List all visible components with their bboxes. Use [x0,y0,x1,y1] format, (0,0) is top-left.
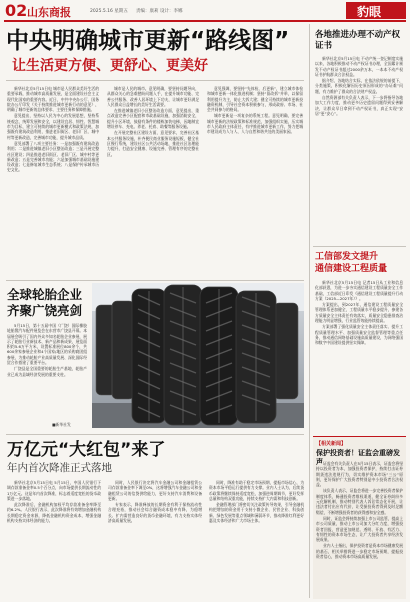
tire-headline-line-2: 齐聚广饶亮剑 [7,303,83,318]
works-headline-line-1: 工信部发文提升 [315,252,379,262]
works-paragraph: 方案部署了强化质量安全主体责任落实、提升工程质量管理水平、加强质量安全监督管理等重点任务，推动通信网络基础设施高质量建设，为网络强国和数字中国建设提供坚实保障。 [315,324,403,346]
column-divider [309,24,310,598]
tire-photo [92,283,304,428]
lead-subtitle: 让生活更方便、更舒心、更美好 [12,58,208,74]
brief-headline: 各地推进办理不动产权证书 [315,30,401,51]
column-name: 豹眼 [357,5,382,19]
issue-date: 2025.5.16 星期五 [90,9,128,14]
column-badge [346,2,406,19]
masthead-rule [4,20,406,22]
redpacket-body-col-2 [108,480,202,598]
related-news-paragraph: 业内人士指出，保护投资者是资本市场健康发展的基石，相关举措将进一步稳定市场预期，提振投资者信心，推动资本市场高质量发展。 [316,543,403,560]
redpacket-paragraph: 金融管理部门将密切关注政策传导效果，引导金融机构把增加的资金用于支持小微企业、民营企业、科技创新、绿色发展等重点领域和薄弱环节，推动降准红利更好惠及实体经济和广大市场主体。 [209,502,304,524]
section-rule [313,246,406,247]
brief-body [315,56,403,241]
lead-headline: 中央明确城市更新“路线图” [6,28,290,54]
tire-credit: ■新华社发 [52,422,71,427]
related-news-headline: 保护投资者！证监会重磅发声 [316,449,400,466]
tire-stack-image [92,283,304,428]
designer-credit: 设计：李娜 [160,9,183,14]
brief-paragraph: 新华社北京5月15日电 不动产统一登记制度实施以来，各地积极推动不动产权证书办理，全国累计颁发不动产权证书超过2000余万本，一本本不动产权证书护航群众合法权益。 [315,56,403,77]
related-news-label: 【相关新闻】 [316,441,347,447]
redpacket-body-col-1 [7,480,101,598]
lead-paragraph: 城市是人民的城市。意见明确，要坚持问题导向，从群众关心的急难愁盼问题入手，在提升城市功能、完善公共服务、改善人居环境上下功夫，让城市更好满足人民群众日益增长的美好生活需要。 [107,86,199,107]
lead-paragraph: 意见提出，坚持以人民为中心的发展思想，坚持系统观念，统筹发展和安全，以建设宜居、韧性、智慧城市为目标，建立可持续的城市更新模式和政策法规，加强既有建筑改造利用，推进老旧街区、老旧厂区、城中村等更新改造，完善城市功能，提升城市品质。 [7,113,99,140]
tire-headline-line-1: 全球轮胎企业 [7,287,83,302]
related-news-paragraph: 证监会有关负责人在5月15日表示，证监会将坚持以投资者为本，加强投资者保护，持续打击证券期货违法违规行为，切实维护资本市场“三公”原则，更好保护广大投资者特别是中小投资者合法权益。 [316,461,403,488]
works-paragraph: 新华社北京5月15日电 记者15日从工业和信息化部获悉，为进一步夯实通信建设工程质量安全工作基础，工信部近日印发《通信建设工程质量提升行动方案（2025—2027年）》。 [315,280,403,301]
redpacket-paragraph: 同时，降准有助于稳定市场预期，提振市场信心，为资本市场平稳运行提供有力支撑。业内人士认为，后续货币政策将继续保持适度宽松，加强逆周期调节，更好发挥总量和结构双重功能，持续支持扩大内需和科技创新。 [209,480,304,501]
brief-paragraph: 据介绍，各地结合实际，在依法依规的前提下，分类施策，积极化解因历史原因形成的“办证难”问题，有力维护了群众的合法财产权益。 [315,78,403,94]
works-headline-line-2: 通信建设工程质量 [315,264,388,274]
lead-paragraph: 新华社北京5月15日电 城市是人民群众美好生活的重要承载，推动城市高质量发展，是全面建设社会主义现代化国家的重要内容。近日，中共中央办公厅、国务院办公厅印发《关于持续推进城市更新行动的意见》，明确了城市更新的总体要求、主要任务和保障措施。 [7,86,99,113]
related-news-body [316,461,403,597]
masthead [0,0,410,22]
tire-paragraph: 广饶县是全国重要的轮胎生产基地，轮胎产业已成为县域经济发展的重要支柱。 [7,366,87,377]
lead-rule [6,80,304,81]
redpacket-paragraph: 同时，人民银行决定将汽车金融公司和金融租赁公司存款准备金率下调至0%，这将增强汽车金融公司和金融租赁公司的信贷供给能力，更好支持汽车消费和设备更新。 [108,480,202,501]
paper-name: 山东商报 [27,6,71,19]
brief-paragraph: 自然资源部有关负责人表示，下一步将指导各地加大工作力度，推动更多历史遗留问题得到妥善解决，让群众早日拿到不动产权证书，真正实现“安居”更“安心”。 [315,95,403,116]
lead-paragraph: 意见强调，要坚持“先体检、后更新”，建立城市体检和城市更新一体化推进机制；坚持“留改拆”并举，以保留利用提升为主，防止大拆大建；健全可持续的城市更新投融资机制，引导社会资本积极参与，形成政府、市场、社会共同参与的格局。 [207,86,303,113]
lead-body-col-2 [107,86,199,274]
works-body [315,280,403,430]
redpacket-headline: 万亿元“大红包”来了 [7,440,166,460]
lead-paragraph: 意见部署了八项主要任务：一是加强既有建筑改造利用；二是推进城镇老旧小区整治改造；三是开展完整社区建设；四是推进老旧街区、老旧厂区、城中村等更新改造；五是完善城市功能；六是加强城市基础设施建设改造；七是修复城市生态系统；八是保护传承城市历史文化。 [7,140,99,173]
lead-paragraph: 在推进城镇老旧小区整治改造方面，意见提出，重点改造完善小区配套和市政基础设施，加强消防安全，提升小区环境，鼓励有条件的楼栋加装电梯，因地制宜增设停车、充电、养老、托育、助餐等服务设施。 [107,108,199,130]
page-number: 02 [5,1,28,20]
related-news-paragraph: 该负责人表示，证监会将进一步完善投资者保护制度体系，畅通投资者维权渠道，健全证券纠纷多元化解机制，推动特别代表人诉讼常态化开展，让违法者付出应有代价，让受损投资者得到及时足额赔偿，不断增强投资者的获得感和安全感。 [316,488,403,515]
works-paragraph: 方案提出，到2027年，通信建设工程质量安全管理体系更加健全，工程质量水平稳步提升，参建各方质量安全主体责任有效落实，质量安全隐患排查治理能力明显增强，行业监管效能持续提高。 [315,302,403,324]
tire-body [7,323,87,419]
section-rule [6,280,304,281]
related-news-paragraph: 同时，证监会将持续加强上市公司监管，提高上市公司质量，推动上市公司加大分红力度，增强投资者回报，营造更加规范、透明、开放、有活力、有韧性的资本市场生态，让广大投资者共享经济发展成果。 [316,515,403,543]
redpacket-body-col-3 [209,480,304,598]
redpacket-paragraph: 此次降准后，金融机构加权平均存款准备金率降至约6.2%。人民银行表示，此次降准将有效增加金融机构长期稳定资金来源，降低金融机构资金成本，增强金融机构支持实体经济的能力。 [7,502,101,524]
section-rule [6,434,304,435]
lead-paragraph: 在开展完整社区建设方面，意见要求，完善社区基本公共服务设施，补齐便民商业服务设施短板，健全社区慢行系统，建设社区公共活动场地，推进社区治理能力提升，打造安全健康、设施完善、管理有序的完整社区。 [107,130,199,157]
redpacket-paragraph: 新华社北京5月15日电 5月15日，中国人民银行下调存款准备金率0.5个百分点，向市场提供长期流动性约1万亿元。这是年内首次降准，标志着适度宽松的货币政策进一步落地。 [7,480,101,501]
tire-paragraph: 5月15日，第十五届中国（广饶）国际橡胶轮胎暨汽车配件展览会在东营市广饶县开幕。本届展会吸引了国内外众多知名轮胎企业参展，展示了轮胎行业新技术、新产品和新成果，展览面积约5.6万平方米，设置标准展位800余个，共600余家参展企业和4个国家/地区的采购商团组参展，为推动轮胎产业高质量发展、深化国际经贸合作搭建了重要平台。 [7,323,87,366]
redpacket-paragraph: 专家表示，降准释放的长期资金有利于保持流动性合理充裕，推动社会综合融资成本稳中有降，为稳增长、扩内需营造良好的货币金融环境，有力支持实体经济高质量发展。 [108,502,202,524]
lead-body-col-1 [7,86,99,274]
lead-paragraph: 城市更新是一项复杂的系统工程。意见明确，要完善城市更新的法规政策和标准规范，加强组织实施，压实城市人民政府主体责任，有序推进城市更新工作，努力把城市建设成为人与人、人与自然和谐共处的美丽家园。 [207,113,303,135]
lead-body-col-3 [207,86,303,274]
related-news-box [313,436,406,599]
editor-credit: 责编：康莉 [136,9,159,14]
redpacket-subtitle: 年内首次降准正式落地 [7,462,112,474]
